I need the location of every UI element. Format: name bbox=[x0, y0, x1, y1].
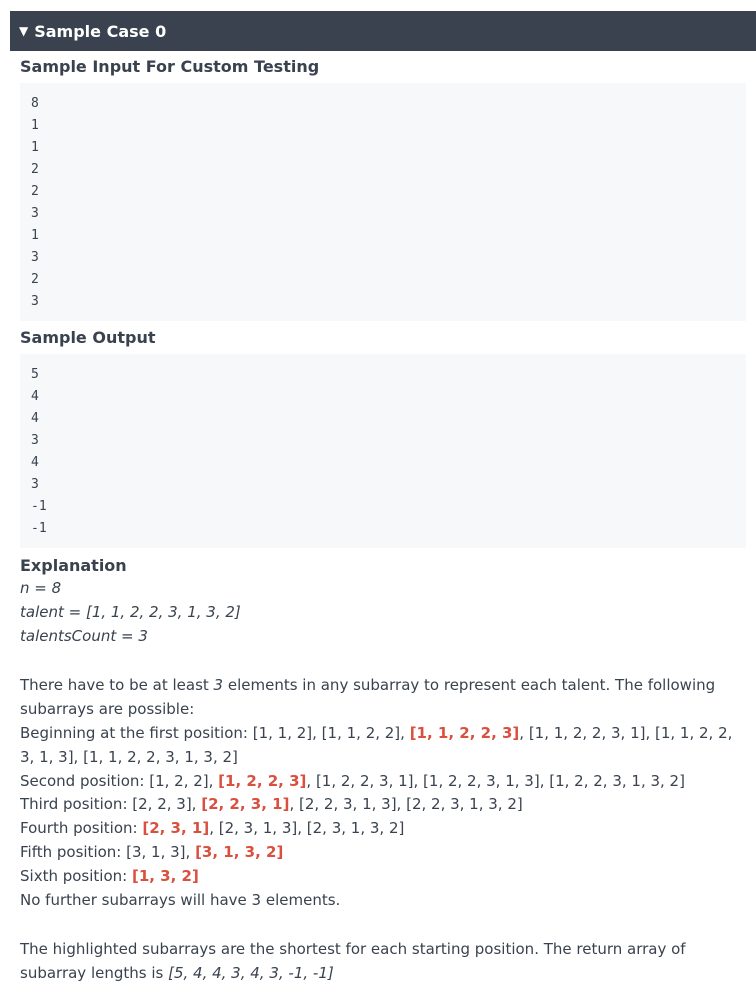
output-line: 4 bbox=[31, 411, 39, 426]
position-pre: [2, 2, 3], bbox=[132, 795, 202, 814]
position-line bbox=[20, 793, 750, 817]
input-line: 1 bbox=[31, 118, 39, 133]
highlighted-subarray: [1, 2, 2, 3] bbox=[218, 771, 307, 790]
position-label: Fifth position: bbox=[20, 842, 127, 861]
position-post: , [2, 3, 1, 3], [2, 3, 1, 3, 2] bbox=[209, 819, 405, 838]
position-post: , [1, 1, 2, 2, 3, 1], [1, 1, 2, 2, 3, 1, 3], [1, 1, 2, 2, 3, 1, 3, 2] bbox=[20, 723, 733, 766]
position-line bbox=[20, 841, 750, 865]
position-line bbox=[20, 865, 750, 889]
position-post: , [1, 2, 2, 3, 1], [1, 2, 2, 3, 1, 3], [1, 2, 2, 3, 1, 3, 2] bbox=[306, 771, 685, 790]
output-line: 4 bbox=[31, 455, 39, 470]
sample-case-title: Sample Case 0 bbox=[34, 21, 167, 41]
position-label: Third position: bbox=[20, 795, 133, 814]
result-array: [5, 4, 4, 3, 4, 3, -1, -1] bbox=[168, 964, 334, 983]
sample-case-toggle[interactable] bbox=[10, 11, 756, 51]
sample-input-title: Sample Input For Custom Testing bbox=[20, 57, 320, 76]
result-paragraph bbox=[20, 938, 750, 986]
input-line: 1 bbox=[31, 228, 39, 243]
position-label: Fourth position: bbox=[20, 819, 143, 838]
explanation-paragraph bbox=[20, 674, 750, 722]
input-line: 3 bbox=[31, 294, 39, 309]
caret-down-icon: ▼ bbox=[19, 24, 29, 38]
input-line: 8 bbox=[31, 96, 39, 111]
input-line: 2 bbox=[31, 184, 39, 199]
position-post: , [2, 2, 3, 1, 3], [2, 2, 3, 1, 3, 2] bbox=[289, 795, 523, 814]
position-line bbox=[20, 722, 750, 770]
no-further-line: No further subarrays will have 3 elements. bbox=[20, 890, 341, 909]
positions-list bbox=[20, 722, 750, 889]
paragraph-text: There have to be at least bbox=[20, 676, 214, 695]
sample-output-block bbox=[20, 354, 746, 548]
position-label: Sixth position: bbox=[20, 866, 132, 885]
position-label: Second position: bbox=[20, 771, 150, 790]
paragraph-text: The highlighted subarrays are the shortest for each starting position. The return array of subarray lengths is bbox=[20, 940, 686, 983]
sample-output-title: Sample Output bbox=[20, 328, 156, 347]
paragraph-text: elements in any subarray to represent each talent. The following subarrays are possible: bbox=[20, 676, 716, 719]
position-pre: [3, 1, 3], bbox=[126, 842, 196, 861]
highlighted-subarray: [1, 3, 2] bbox=[131, 866, 199, 885]
output-line: -1 bbox=[31, 521, 47, 536]
n-line: n = 8 bbox=[20, 579, 62, 597]
position-line bbox=[20, 770, 750, 794]
position-label: Beginning at the first position: bbox=[20, 723, 253, 742]
talents-count-line: talentsCount = 3 bbox=[20, 626, 148, 645]
highlighted-subarray: [1, 1, 2, 2, 3] bbox=[409, 723, 520, 742]
sample-input-block bbox=[20, 83, 746, 321]
position-pre: [1, 2, 2], bbox=[149, 771, 219, 790]
output-line: 4 bbox=[31, 389, 39, 404]
explanation-title: Explanation bbox=[20, 556, 127, 575]
highlighted-subarray: [3, 1, 3, 2] bbox=[195, 842, 284, 861]
input-line: 1 bbox=[31, 140, 39, 155]
input-line: 3 bbox=[31, 206, 39, 221]
output-line: 3 bbox=[31, 433, 39, 448]
output-line: 3 bbox=[31, 477, 39, 492]
output-line: -1 bbox=[31, 499, 47, 514]
paragraph-italic: 3 bbox=[213, 676, 224, 695]
position-pre: [1, 1, 2], [1, 1, 2, 2], bbox=[252, 723, 410, 742]
explanation-section bbox=[20, 555, 750, 986]
position-line bbox=[20, 817, 750, 841]
output-line: 5 bbox=[31, 367, 39, 382]
talent-line: talent = [1, 1, 2, 2, 3, 1, 3, 2] bbox=[20, 602, 241, 621]
input-line: 3 bbox=[31, 250, 39, 265]
highlighted-subarray: [2, 2, 3, 1] bbox=[201, 795, 290, 814]
highlighted-subarray: [2, 3, 1] bbox=[142, 819, 210, 838]
input-line: 2 bbox=[31, 162, 39, 177]
input-line: 2 bbox=[31, 272, 39, 287]
